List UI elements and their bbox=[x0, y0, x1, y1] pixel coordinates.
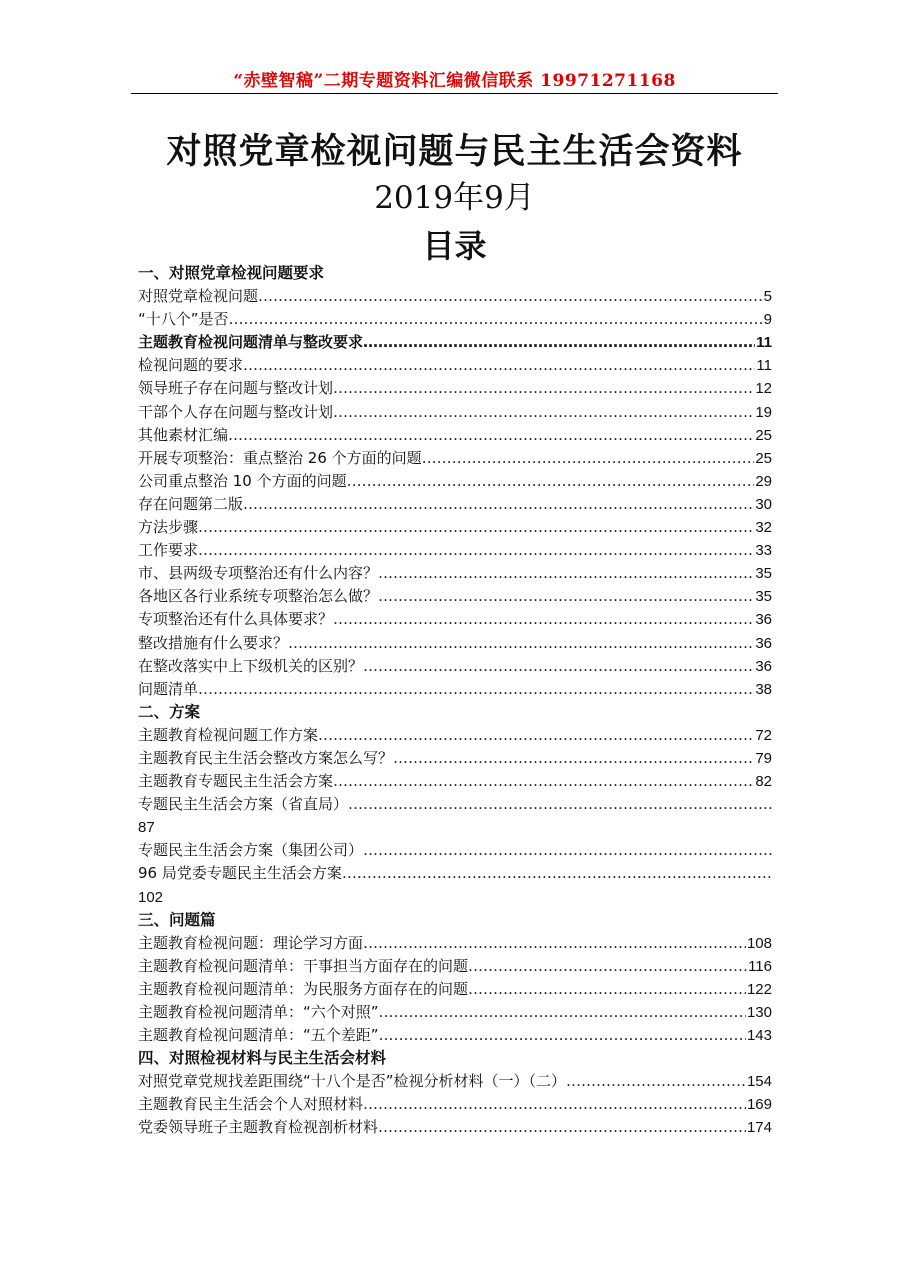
toc-section-heading[interactable] bbox=[138, 909, 772, 932]
toc-section-heading[interactable] bbox=[138, 1047, 772, 1070]
toc-entry-label: 公司重点整治 10 个方面的问题 bbox=[138, 471, 347, 490]
toc-dot-leader bbox=[333, 770, 754, 793]
toc-page-number: 19 bbox=[755, 403, 772, 421]
toc-entry-label: “十八个”是否 bbox=[138, 310, 229, 329]
toc-dot-leader bbox=[243, 493, 754, 516]
toc-entry-label: 二、方案 bbox=[138, 702, 201, 721]
toc-entry-label: 问题清单 bbox=[138, 679, 199, 698]
toc-page-number: 122 bbox=[746, 980, 772, 998]
toc-dot-leader bbox=[348, 793, 772, 816]
toc-page-number: 108 bbox=[746, 934, 772, 952]
toc-page-number: 72 bbox=[755, 726, 772, 744]
toc-page-number: 174 bbox=[746, 1119, 772, 1137]
toc-dot-leader bbox=[379, 1024, 746, 1047]
toc-page-number: 11 bbox=[756, 334, 772, 352]
toc-page-number: 38 bbox=[755, 680, 772, 698]
toc-entry[interactable] bbox=[138, 1093, 772, 1116]
toc-entry-label: 工作要求 bbox=[138, 541, 199, 560]
toc-heading: 目录 bbox=[422, 227, 487, 265]
toc-entry[interactable] bbox=[138, 1116, 772, 1139]
toc-entry-label: 整改措施有什么要求？ bbox=[138, 633, 289, 652]
toc-entry-label: 一、对照党章检视问题要求 bbox=[138, 264, 325, 282]
toc-entry[interactable] bbox=[138, 678, 772, 701]
toc-page-number: 11 bbox=[756, 357, 772, 375]
toc-dot-leader bbox=[363, 331, 755, 354]
toc-section-heading[interactable] bbox=[138, 701, 772, 724]
toc-entry[interactable] bbox=[138, 978, 772, 1001]
toc-dot-leader bbox=[363, 1093, 746, 1116]
toc-entry-label: 干部个人存在问题与整改计划 bbox=[138, 402, 334, 421]
toc-entry-label: 在整改落实中上下级机关的区别？ bbox=[138, 656, 364, 675]
toc-page-number-line[interactable] bbox=[138, 886, 772, 909]
toc-page-number: 36 bbox=[755, 657, 772, 675]
toc-entry[interactable] bbox=[138, 632, 772, 655]
toc-page-number-line[interactable] bbox=[138, 816, 772, 839]
toc-entry[interactable] bbox=[138, 655, 772, 678]
toc-dot-leader bbox=[198, 539, 754, 562]
toc-page-number: 33 bbox=[755, 542, 772, 560]
toc-entry-label: 主题教育专题民主生活会方案 bbox=[138, 772, 334, 791]
toc-entry-label: 96 局党委专题民主生活会方案 bbox=[138, 864, 342, 883]
toc-page-number: 82 bbox=[755, 773, 772, 791]
toc-entry[interactable] bbox=[138, 747, 772, 770]
toc-page-number: 102 bbox=[138, 888, 164, 906]
toc-page-number: 32 bbox=[755, 519, 772, 537]
toc-entry[interactable] bbox=[138, 539, 772, 562]
toc-dot-leader bbox=[468, 978, 746, 1001]
toc-entry[interactable] bbox=[138, 377, 772, 400]
toc-dot-leader bbox=[229, 308, 763, 331]
toc-page-number: 35 bbox=[755, 565, 772, 583]
toc-dot-leader bbox=[258, 285, 763, 308]
toc-entry-label: 主题教育检视问题清单：干事担当方面存在的问题 bbox=[138, 956, 469, 975]
toc-dot-leader bbox=[363, 932, 746, 955]
toc-entry-label: 主题教育检视问题清单：“五个差距” bbox=[138, 1026, 379, 1045]
toc-page-number: 35 bbox=[755, 588, 772, 606]
toc-dot-leader bbox=[288, 632, 754, 655]
toc-entry-label: 主题教育检视问题清单：为民服务方面存在的问题 bbox=[138, 979, 469, 998]
toc-dot-leader bbox=[363, 655, 754, 678]
toc-dot-leader bbox=[363, 839, 772, 862]
toc-page-number: 30 bbox=[755, 495, 772, 513]
toc-entry-label: 主题教育检视问题：理论学习方面 bbox=[138, 933, 364, 952]
toc-dot-leader bbox=[422, 447, 755, 470]
toc-dot-leader bbox=[333, 608, 754, 631]
toc-entry[interactable] bbox=[138, 470, 772, 493]
toc-entry-label: 各地区各行业系统专项整治怎么做？ bbox=[138, 587, 379, 606]
toc-entry-label: 对照党章党规找差距围绕“十八个是否”检视分析材料（一）（二） bbox=[138, 1072, 567, 1091]
toc-dot-leader bbox=[243, 354, 755, 377]
toc-entry[interactable] bbox=[138, 493, 772, 516]
toc-dot-leader bbox=[378, 585, 754, 608]
toc-entry[interactable] bbox=[138, 608, 772, 631]
toc-page-number: 36 bbox=[755, 634, 772, 652]
toc-entry[interactable] bbox=[138, 955, 772, 978]
toc-entry-label: 存在问题第二版 bbox=[138, 494, 244, 513]
toc-page-number: 143 bbox=[746, 1027, 772, 1045]
toc-entry-label: 主题教育检视问题清单：“六个对照” bbox=[138, 1003, 379, 1021]
toc-dot-leader bbox=[318, 724, 754, 747]
toc-entry-label: 党委领导班子主题教育检视剖析材料 bbox=[138, 1118, 379, 1137]
toc-page-number: 25 bbox=[755, 449, 772, 467]
toc-entry[interactable] bbox=[138, 516, 772, 539]
toc-dot-leader bbox=[228, 424, 754, 447]
toc-entry[interactable] bbox=[138, 447, 772, 470]
toc-entry[interactable] bbox=[138, 401, 772, 424]
toc-entry-label: 对照党章检视问题 bbox=[138, 287, 259, 306]
toc-entry-label: 专项整治还有什么具体要求？ bbox=[138, 610, 334, 629]
toc-entry[interactable] bbox=[138, 1024, 772, 1047]
toc-entry-label: 主题教育检视问题工作方案 bbox=[138, 725, 319, 744]
toc-entry[interactable] bbox=[138, 424, 772, 447]
toc-dot-leader bbox=[198, 516, 754, 539]
toc-page-number: 25 bbox=[755, 426, 772, 444]
toc-dot-leader bbox=[378, 562, 754, 585]
toc-entry-label: 其他素材汇编 bbox=[138, 425, 229, 444]
toc-entry[interactable] bbox=[138, 839, 772, 862]
document-title: 对照党章检视问题与民主生活会资料 bbox=[166, 132, 743, 172]
toc-page-number: 12 bbox=[755, 380, 772, 398]
toc-entry-label: 专题民主生活会方案（集团公司） bbox=[138, 841, 364, 860]
toc-dot-leader bbox=[198, 678, 754, 701]
toc-entry[interactable] bbox=[138, 932, 772, 955]
toc-entry-label: 开展专项整治：重点整治 26 个方面的问题 bbox=[138, 448, 422, 467]
toc-entry[interactable] bbox=[138, 308, 772, 331]
toc-dot-leader bbox=[333, 377, 754, 400]
toc-dot-leader bbox=[333, 401, 754, 424]
toc-entry[interactable] bbox=[138, 724, 772, 747]
toc-dot-leader bbox=[393, 747, 754, 770]
toc-entry-label: 三、问题篇 bbox=[138, 910, 216, 929]
toc-dot-leader bbox=[378, 1116, 746, 1139]
toc-entry[interactable] bbox=[138, 562, 772, 585]
document-date: 2019年9月 bbox=[374, 180, 535, 216]
toc-entry[interactable] bbox=[138, 1070, 772, 1093]
toc-entry[interactable] bbox=[138, 1001, 772, 1024]
toc-entry-label: 领导班子存在问题与整改计划 bbox=[138, 379, 334, 398]
toc-entry-label: 主题教育民主生活会个人对照材料 bbox=[138, 1095, 364, 1114]
toc-entry-label: 四、对照检视材料与民主生活会材料 bbox=[138, 1049, 387, 1068]
toc-section-heading[interactable] bbox=[138, 262, 772, 285]
header-divider bbox=[131, 93, 778, 94]
toc-entry[interactable] bbox=[138, 354, 772, 377]
toc-entry[interactable] bbox=[138, 585, 772, 608]
toc-page-number: 169 bbox=[746, 1096, 772, 1114]
header-banner: “赤壁智稿”二期专题资料汇编微信联系 19971271168 bbox=[233, 71, 676, 91]
toc-entry[interactable] bbox=[138, 285, 772, 308]
toc-page-number: 87 bbox=[138, 819, 155, 837]
toc-page-number: 154 bbox=[746, 1073, 772, 1091]
toc-page-number: 9 bbox=[763, 311, 772, 329]
toc-dot-leader bbox=[566, 1070, 746, 1093]
toc-entry-label: 方法步骤 bbox=[138, 518, 199, 537]
toc-entry-label: 检视问题的要求 bbox=[138, 356, 244, 375]
toc-page-number: 116 bbox=[748, 957, 772, 975]
toc-entry-label: 主题教育民主生活会整改方案怎么写？ bbox=[138, 748, 394, 767]
toc-entry[interactable] bbox=[138, 793, 772, 816]
toc-entry-label: 市、县两级专项整治还有什么内容？ bbox=[138, 564, 379, 583]
toc-page-number: 36 bbox=[755, 611, 772, 629]
toc-dot-leader bbox=[379, 1001, 746, 1024]
toc-entry[interactable] bbox=[138, 862, 772, 885]
toc-entry-label: 专题民主生活会方案（省直局） bbox=[138, 795, 349, 814]
toc-entry-label: 主题教育检视问题清单与整改要求 bbox=[138, 333, 364, 352]
toc-entry[interactable] bbox=[138, 770, 772, 793]
table-of-contents bbox=[138, 262, 772, 1140]
toc-entry[interactable] bbox=[138, 331, 772, 354]
toc-dot-leader bbox=[347, 470, 755, 493]
toc-page-number: 29 bbox=[755, 472, 772, 490]
toc-dot-leader bbox=[468, 955, 747, 978]
toc-dot-leader bbox=[342, 862, 772, 885]
toc-page-number: 79 bbox=[755, 749, 772, 767]
toc-page-number: 130 bbox=[746, 1004, 772, 1021]
toc-page-number: 5 bbox=[763, 288, 772, 306]
